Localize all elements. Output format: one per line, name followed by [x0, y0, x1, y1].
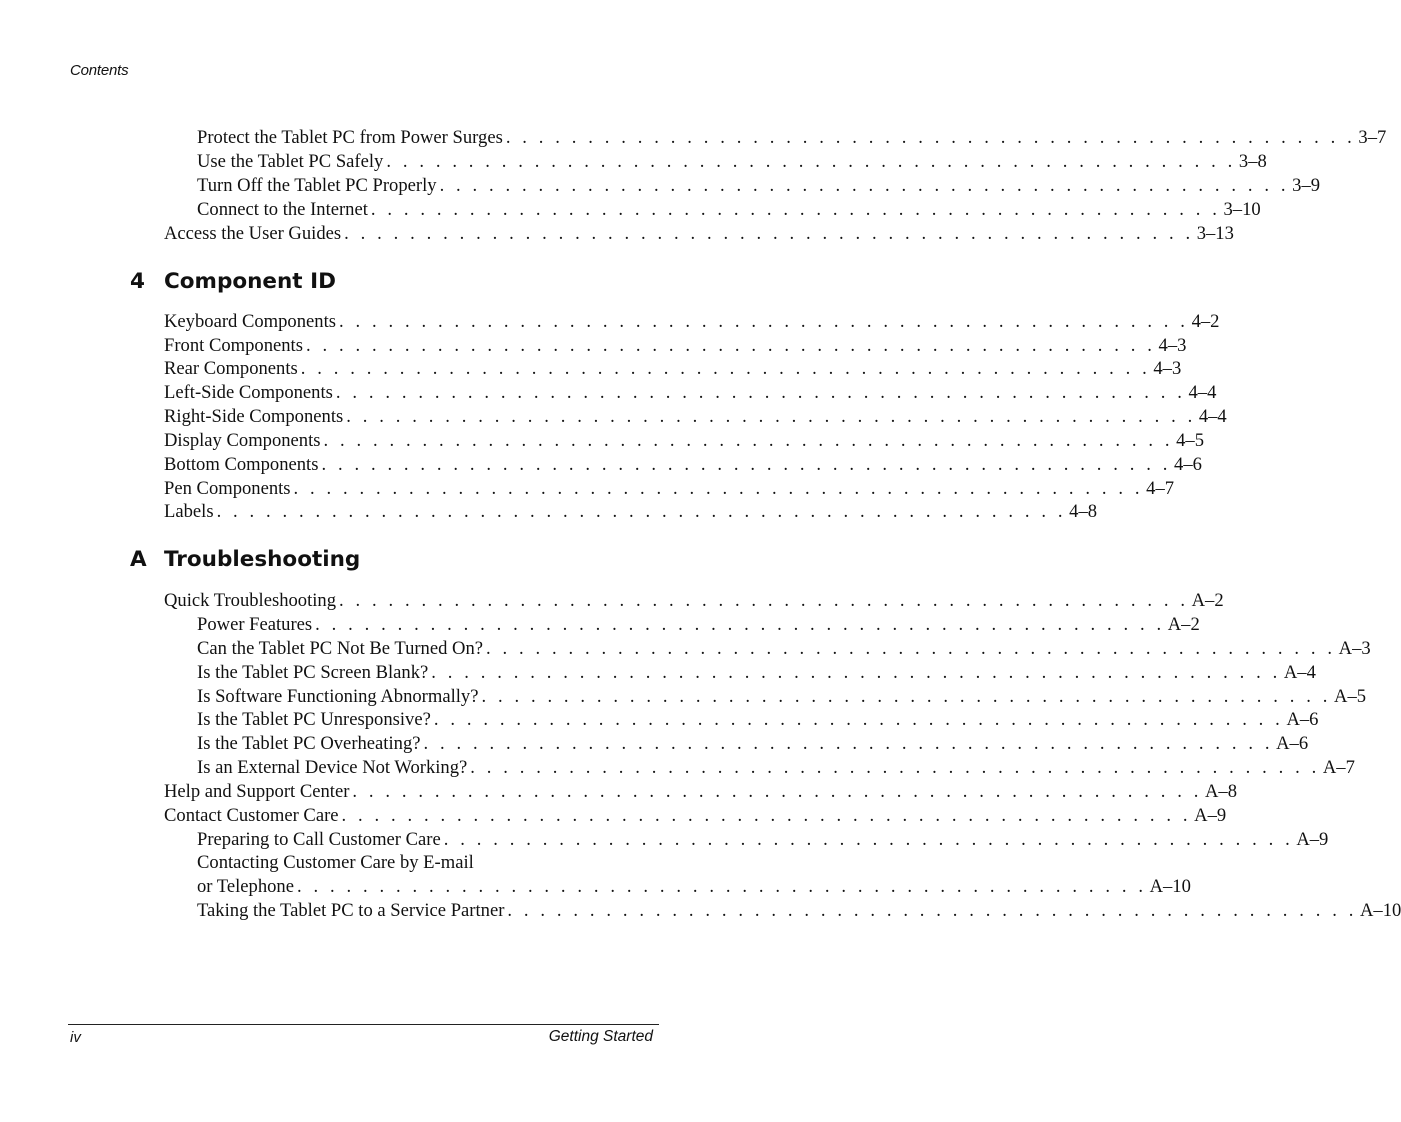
toc-entry-page: 3–13 — [1196, 223, 1234, 244]
toc-entry[interactable] — [197, 756, 1355, 780]
toc-entry[interactable] — [164, 804, 1227, 828]
toc-leader: . . . . . . . . . . . . . . . . . . . . . . . . . . . . . . . . . . . . . . . . . . . . . . . . . . . . — [431, 662, 1281, 683]
toc-entry-label: Right-Side Components — [164, 406, 344, 427]
toc-entry[interactable] — [197, 126, 1387, 150]
toc-leader: . . . . . . . . . . . . . . . . . . . . . . . . . . . . . . . . . . . . . . . . . . . . . . . . . . . . — [370, 199, 1221, 220]
toc-entry[interactable] — [164, 334, 1187, 358]
toc-entry-page: A–9 — [1296, 829, 1329, 850]
toc-leader: . . . . . . . . . . . . . . . . . . . . . . . . . . . . . . . . . . . . . . . . . . . . . . . . . . . . — [346, 406, 1196, 427]
toc-leader: . . . . . . . . . . . . . . . . . . . . . . . . . . . . . . . . . . . . . . . . . . . . . . . . . . . . — [470, 757, 1320, 778]
toc-entry[interactable] — [197, 708, 1319, 732]
toc-entry[interactable] — [197, 685, 1367, 709]
toc-entry[interactable] — [197, 828, 1329, 852]
toc-entry-page: A–7 — [1322, 757, 1355, 778]
toc-entry-label: Contacting Customer Care by E-mail — [197, 852, 474, 873]
toc-entry-label: Pen Components — [164, 478, 291, 499]
toc-entry-label: Help and Support Center — [164, 781, 350, 802]
toc-entry[interactable] — [197, 198, 1261, 222]
toc-entry[interactable] — [164, 453, 1202, 477]
toc-entry[interactable] — [197, 661, 1316, 685]
toc-entry-label: Connect to the Internet — [197, 199, 368, 220]
toc-entry[interactable] — [164, 429, 1204, 453]
toc-entry-page: A–6 — [1286, 709, 1319, 730]
toc-leader: . . . . . . . . . . . . . . . . . . . . . . . . . . . . . . . . . . . . . . . . . . . . . . . . . . . . — [296, 876, 1147, 897]
toc-entry-label: Protect the Tablet PC from Power Surges — [197, 127, 503, 148]
toc-entry-page: 4–6 — [1174, 454, 1202, 475]
toc-entry-label: Rear Components — [164, 358, 298, 379]
toc-entry-page: A–6 — [1276, 733, 1309, 754]
toc-entry[interactable] — [164, 310, 1220, 334]
toc-entry-page: 3–7 — [1358, 127, 1387, 148]
toc-leader: . . . . . . . . . . . . . . . . . . . . . . . . . . . . . . . . . . . . . . . . . . . . . . . . . . . . — [339, 590, 1189, 611]
toc-entry-page: A–8 — [1204, 781, 1238, 802]
toc-entry-page: 4–7 — [1146, 478, 1175, 499]
toc-leader: . . . . . . . . . . . . . . . . . . . . . . . . . . . . . . . . . . . . . . . . . . . . . . . . . . . . — [486, 638, 1336, 659]
toc-entry-page: 3–10 — [1223, 199, 1261, 220]
toc-entry-label: Contact Customer Care — [164, 805, 339, 826]
toc-leader: . . . . . . . . . . . . . . . . . . . . . . . . . . . . . . . . . . . . . . . . . . . . . . . . . . . . — [352, 781, 1202, 802]
toc-entry[interactable] — [197, 613, 1200, 637]
toc-entry-label: Access the User Guides — [164, 223, 342, 244]
toc-leader: . . . . . . . . . . . . . . . . . . . . . . . . . . . . . . . . . . . . . . . . . . . . . . . . . . . . — [305, 335, 1156, 356]
toc-entry-page: 4–3 — [1158, 335, 1187, 356]
toc-entry-page: 4–3 — [1153, 358, 1182, 379]
toc-entry-page: A–2 — [1191, 590, 1224, 611]
footer-book-title: Getting Started — [548, 1028, 653, 1045]
toc-entry-label: Can the Tablet PC Not Be Turned On? — [197, 638, 484, 659]
toc-leader: . . . . . . . . . . . . . . . . . . . . . . . . . . . . . . . . . . . . . . . . . . . . . . . . . . . . — [315, 614, 1165, 635]
toc-entry[interactable] — [164, 780, 1238, 804]
toc-entry[interactable] — [164, 477, 1175, 501]
footer-rule — [68, 1024, 659, 1025]
toc-entry-page: 4–5 — [1176, 430, 1204, 451]
toc-entry-label: or Telephone — [197, 876, 294, 897]
chapter-heading[interactable] — [130, 547, 360, 577]
toc-entry-label: Quick Troubleshooting — [164, 590, 337, 611]
toc-leader: . . . . . . . . . . . . . . . . . . . . . . . . . . . . . . . . . . . . . . . . . . . . . . . . . . . . — [335, 382, 1186, 403]
toc-leader: . . . . . . . . . . . . . . . . . . . . . . . . . . . . . . . . . . . . . . . . . . . . . . . . . . . . — [341, 805, 1192, 826]
toc-entry-label: Power Features — [197, 614, 313, 635]
toc-leader: . . . . . . . . . . . . . . . . . . . . . . . . . . . . . . . . . . . . . . . . . . . . . . . . . . . . — [338, 311, 1189, 332]
toc-entry-page: A–10 — [1149, 876, 1191, 897]
chapter-number: 4 — [130, 269, 145, 294]
toc-leader: . . . . . . . . . . . . . . . . . . . . . . . . . . . . . . . . . . . . . . . . . . . . . . . . . . . . — [344, 223, 1194, 244]
toc-entry[interactable] — [197, 174, 1321, 198]
running-head: Contents — [70, 62, 129, 79]
toc-entry[interactable] — [197, 851, 659, 875]
toc-entry-page: A–9 — [1194, 805, 1227, 826]
footer-page-number: iv — [70, 1029, 81, 1046]
toc-leader: . . . . . . . . . . . . . . . . . . . . . . . . . . . . . . . . . . . . . . . . . . . . . . . . . . . . — [443, 829, 1294, 850]
toc-entry-label: Turn Off the Tablet PC Properly — [197, 175, 437, 196]
toc-entry-page: 4–2 — [1191, 311, 1220, 332]
chapter-title: Troubleshooting — [164, 547, 361, 572]
toc-leader: . . . . . . . . . . . . . . . . . . . . . . . . . . . . . . . . . . . . . . . . . . . . . . . . . . . . — [439, 175, 1290, 196]
toc-entry[interactable] — [164, 357, 1182, 381]
toc-entry-label: Preparing to Call Customer Care — [197, 829, 441, 850]
toc-entry[interactable] — [164, 405, 1227, 429]
toc-entry-label: Left-Side Components — [164, 382, 333, 403]
toc-entry-label: Front Components — [164, 335, 303, 356]
toc-entry-label: Is Software Functioning Abnormally? — [197, 686, 479, 707]
toc-entry[interactable] — [164, 381, 1217, 405]
toc-leader: . . . . . . . . . . . . . . . . . . . . . . . . . . . . . . . . . . . . . . . . . . . . . . . . . . . . — [507, 900, 1357, 921]
toc-entry-label: Keyboard Components — [164, 311, 336, 332]
toc-entry-label: Bottom Components — [164, 454, 319, 475]
toc-leader: . . . . . . . . . . . . . . . . . . . . . . . . . . . . . . . . . . . . . . . . . . . . . . . . . . . . — [423, 733, 1274, 754]
toc-leader: . . . . . . . . . . . . . . . . . . . . . . . . . . . . . . . . . . . . . . . . . . . . . . . . . . . . — [300, 358, 1151, 379]
toc-entry[interactable] — [197, 150, 1267, 174]
chapter-number: A — [130, 547, 147, 572]
toc-entry-page: 4–4 — [1198, 406, 1227, 427]
chapter-heading[interactable] — [130, 269, 336, 299]
toc-leader: . . . . . . . . . . . . . . . . . . . . . . . . . . . . . . . . . . . . . . . . . . . . . . . . . . . . — [505, 127, 1356, 148]
toc-leader: . . . . . . . . . . . . . . . . . . . . . . . . . . . . . . . . . . . . . . . . . . . . . . . . . . . . — [433, 709, 1284, 730]
toc-entry-page: A–3 — [1338, 638, 1371, 659]
toc-leader: . . . . . . . . . . . . . . . . . . . . . . . . . . . . . . . . . . . . . . . . . . . . . . . . . . . . — [321, 454, 1172, 475]
toc-entry[interactable] — [164, 500, 1098, 524]
chapter-title: Component ID — [164, 269, 336, 294]
toc-entry[interactable] — [197, 637, 1371, 661]
toc-entry-page: 3–9 — [1292, 175, 1321, 196]
toc-entry-label: Is the Tablet PC Overheating? — [197, 733, 421, 754]
toc-entry[interactable] — [164, 222, 1234, 246]
toc-entry-label: Is an External Device Not Working? — [197, 757, 468, 778]
toc-leader: . . . . . . . . . . . . . . . . . . . . . . . . . . . . . . . . . . . . . . . . . . . . . . . . . . . . — [323, 430, 1174, 451]
toc-entry-label: Taking the Tablet PC to a Service Partner — [197, 900, 505, 921]
toc-entry-page: A–5 — [1334, 686, 1367, 707]
toc-leader: . . . . . . . . . . . . . . . . . . . . . . . . . . . . . . . . . . . . . . . . . . . . . . . . . . . . — [386, 151, 1236, 172]
toc-entry-label: Labels — [164, 501, 214, 522]
toc-entry-label: Is the Tablet PC Unresponsive? — [197, 709, 431, 730]
toc-leader: . . . . . . . . . . . . . . . . . . . . . . . . . . . . . . . . . . . . . . . . . . . . . . . . . . . . — [216, 501, 1067, 522]
toc-entry-page: A–4 — [1283, 662, 1316, 683]
toc-entry[interactable] — [197, 732, 1309, 756]
toc-entry-page: 4–8 — [1069, 501, 1098, 522]
toc-entry-label: Use the Tablet PC Safely — [197, 151, 384, 172]
toc-leader: . . . . . . . . . . . . . . . . . . . . . . . . . . . . . . . . . . . . . . . . . . . . . . . . . . . . — [481, 686, 1332, 707]
toc-leader: . . . . . . . . . . . . . . . . . . . . . . . . . . . . . . . . . . . . . . . . . . . . . . . . . . . . — [293, 478, 1144, 499]
toc-entry-page: A–2 — [1167, 614, 1200, 635]
toc-entry[interactable] — [197, 899, 1401, 923]
toc-entry-label: Is the Tablet PC Screen Blank? — [197, 662, 429, 683]
toc-entry-page: A–10 — [1359, 900, 1401, 921]
toc-entry[interactable] — [197, 875, 1191, 899]
toc-entry[interactable] — [164, 589, 1224, 613]
toc-entry-label: Display Components — [164, 430, 321, 451]
toc-entry-page: 4–4 — [1188, 382, 1217, 403]
toc-entry-page: 3–8 — [1238, 151, 1267, 172]
